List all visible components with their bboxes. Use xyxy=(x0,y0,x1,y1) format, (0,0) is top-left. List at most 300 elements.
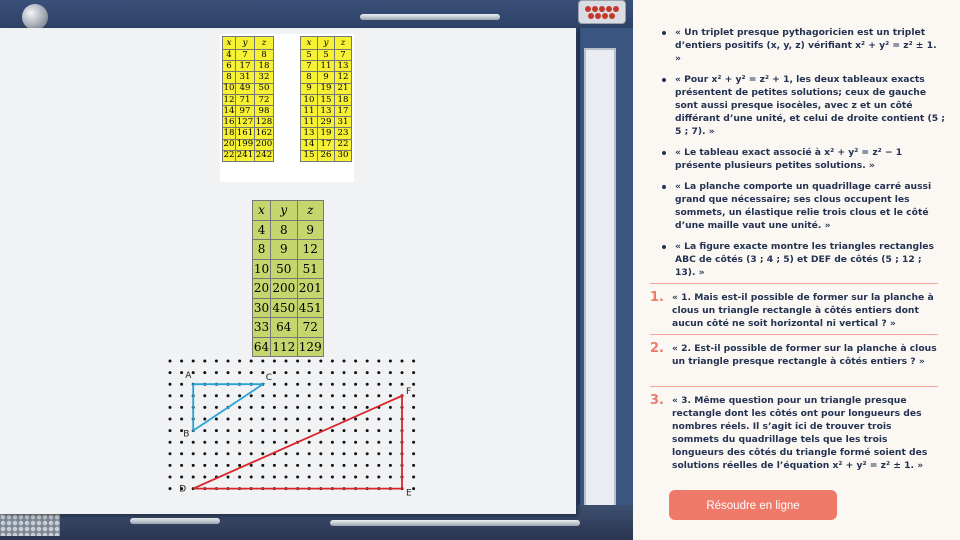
table-row xyxy=(301,117,352,128)
question-2 xyxy=(650,342,938,368)
table-row xyxy=(223,117,274,128)
table-cell: 8 xyxy=(255,50,274,61)
nail-dot xyxy=(250,464,253,467)
nail-dot xyxy=(331,371,334,374)
table-row xyxy=(223,128,274,139)
nail-dot xyxy=(296,464,299,467)
nail-dot xyxy=(377,464,380,467)
nail-dot xyxy=(308,441,311,444)
nail-dot xyxy=(366,394,369,397)
table-cell: 30 xyxy=(335,150,352,161)
nail-dot xyxy=(331,452,334,455)
nail-dot xyxy=(285,360,288,363)
nail-dot xyxy=(377,441,380,444)
nail-dot xyxy=(377,476,380,479)
table-cell: 16 xyxy=(223,116,235,127)
nail-dot xyxy=(169,360,172,363)
nail-dot xyxy=(169,383,172,386)
nail-board-figure xyxy=(160,357,420,497)
table-cell: 15 xyxy=(318,94,335,105)
table-cell: 10 xyxy=(223,83,235,94)
nail-dot xyxy=(273,476,276,479)
nail-dot xyxy=(250,418,253,421)
nail-dot xyxy=(319,441,322,444)
nail-dot xyxy=(389,452,392,455)
nail-dot xyxy=(308,394,311,397)
table-cell: 242 xyxy=(255,150,273,161)
nail-dot xyxy=(366,360,369,363)
nail-dot xyxy=(227,441,230,444)
table-cell: 12 xyxy=(297,240,324,260)
nail-dot xyxy=(389,383,392,386)
table-cell: 129 xyxy=(297,337,324,357)
table-cell: 71 xyxy=(236,94,255,105)
nail-dot xyxy=(296,418,299,421)
table-cell: 17 xyxy=(318,139,335,150)
bullet-list xyxy=(645,26,945,287)
nail-dot xyxy=(389,418,392,421)
nail-dot xyxy=(215,452,218,455)
table-cell: 12 xyxy=(223,94,235,105)
nail-dot xyxy=(203,476,206,479)
nail-dot xyxy=(273,464,276,467)
nail-dot xyxy=(296,406,299,409)
nail-dot xyxy=(215,418,218,421)
table-cell: 18 xyxy=(335,94,352,105)
nail-dot xyxy=(296,452,299,455)
nail-dot xyxy=(250,476,253,479)
nail-dot xyxy=(354,360,357,363)
nail-dot xyxy=(319,464,322,467)
nail-dot xyxy=(296,360,299,363)
table-cell: 33 xyxy=(253,318,271,338)
column-header: z xyxy=(335,37,352,50)
table-row xyxy=(301,61,352,72)
nail-dot xyxy=(203,441,206,444)
table-cell: 64 xyxy=(253,337,271,357)
nail-dot xyxy=(389,429,392,432)
table-cell: 127 xyxy=(236,116,254,127)
nail-dot xyxy=(319,452,322,455)
nail-dot xyxy=(331,441,334,444)
table-cell: 22 xyxy=(335,139,352,150)
nail-dot xyxy=(285,429,288,432)
nail-dot xyxy=(192,476,195,479)
table-row xyxy=(223,72,274,83)
vertex-label-c: C xyxy=(265,373,273,384)
nail-dot xyxy=(238,441,241,444)
table-cell: 5 xyxy=(318,50,335,61)
column-header: z xyxy=(255,37,274,50)
nail-dot xyxy=(296,429,299,432)
table-cell: 14 xyxy=(223,105,235,116)
nail-dot xyxy=(308,464,311,467)
table-cell: 9 xyxy=(301,83,318,94)
table-row xyxy=(253,220,324,240)
column-header: x xyxy=(301,37,318,50)
table-row xyxy=(301,72,352,83)
table-cell: 4 xyxy=(253,220,271,240)
nail-dot xyxy=(180,476,183,479)
nail-dot xyxy=(354,418,357,421)
nail-dot xyxy=(377,360,380,363)
nail-dot xyxy=(389,441,392,444)
table-cell: 51 xyxy=(297,259,324,279)
table-row xyxy=(301,105,352,116)
nail-dot xyxy=(169,406,172,409)
table-cell: 5 xyxy=(301,50,318,61)
table-cell: 97 xyxy=(236,105,255,116)
nail-dot xyxy=(203,429,206,432)
nail-dot xyxy=(192,464,195,467)
nail-dot xyxy=(412,418,415,421)
top-strip xyxy=(0,0,633,28)
nail-dot xyxy=(227,371,230,374)
table-row xyxy=(223,150,274,161)
nail-dot xyxy=(215,406,218,409)
table-cell: 72 xyxy=(297,318,324,338)
nail-dot xyxy=(354,441,357,444)
table-row xyxy=(223,105,274,116)
nail-dot xyxy=(377,371,380,374)
nail-dot xyxy=(366,452,369,455)
nail-dot xyxy=(389,394,392,397)
column-header: y xyxy=(271,201,297,221)
nail-dot xyxy=(319,371,322,374)
nail-dot xyxy=(343,418,346,421)
table-cell: 13 xyxy=(301,128,318,139)
table-cell: 23 xyxy=(335,128,352,139)
table-row xyxy=(253,337,324,357)
table-cell: 200 xyxy=(255,139,273,150)
table-cell: 128 xyxy=(255,116,273,127)
table-cell: 7 xyxy=(301,61,318,72)
nail-dot xyxy=(192,371,195,374)
nail-dot xyxy=(343,476,346,479)
nail-dot xyxy=(215,464,218,467)
nail-dot xyxy=(319,476,322,479)
nail-dot xyxy=(273,418,276,421)
nail-dot xyxy=(180,394,183,397)
side-rail xyxy=(578,28,633,518)
nail-dot xyxy=(319,406,322,409)
nail-dot xyxy=(169,476,172,479)
nail-dot xyxy=(354,394,357,397)
nail-dot xyxy=(261,360,264,363)
nail-dot xyxy=(215,441,218,444)
nail-dot xyxy=(389,464,392,467)
nail-dot xyxy=(169,429,172,432)
table-cell: 18 xyxy=(255,61,274,72)
nail-dot xyxy=(389,476,392,479)
nail-dot xyxy=(227,394,230,397)
table-cell: 22 xyxy=(223,150,235,161)
nail-dot xyxy=(366,371,369,374)
nail-dot xyxy=(319,394,322,397)
table-cell: 49 xyxy=(236,83,255,94)
nail-dot xyxy=(412,452,415,455)
question-text: « 2. Est-il possible de former sur la planche à clous un triangle presque rectangle à côtés entiers ? » xyxy=(672,343,937,367)
vertex-label-a: A xyxy=(185,371,192,382)
question-text: « 1. Mais est-il possible de former sur la planche à clous un triangle rectangle à côtés entiers dont aucun côté ne soit horizontal ni vertical ? » xyxy=(672,292,934,329)
table-cell: 98 xyxy=(255,105,274,116)
table-row xyxy=(253,259,324,279)
nail-dot xyxy=(250,406,253,409)
nail-dot xyxy=(169,452,172,455)
nail-dot xyxy=(192,360,195,363)
nail-dot xyxy=(169,371,172,374)
table-cell: 162 xyxy=(255,128,273,139)
nail-dot xyxy=(261,441,264,444)
table-row xyxy=(223,139,274,150)
nail-dot xyxy=(238,371,241,374)
nail-dot xyxy=(296,371,299,374)
nail-dot xyxy=(261,406,264,409)
table-bottom-green xyxy=(252,200,324,357)
nail-dot xyxy=(238,360,241,363)
nail-dot xyxy=(285,406,288,409)
column-header: z xyxy=(297,201,324,221)
nail-dot xyxy=(412,360,415,363)
nail-dot xyxy=(366,476,369,479)
nail-dot xyxy=(377,452,380,455)
nail-dot xyxy=(227,476,230,479)
nail-dot xyxy=(343,464,346,467)
table-row xyxy=(301,50,352,61)
nail-dot xyxy=(169,487,172,490)
table-row xyxy=(301,128,352,139)
nail-dot xyxy=(308,476,311,479)
nail-dot xyxy=(273,406,276,409)
nail-dot xyxy=(180,418,183,421)
table-cell: 199 xyxy=(236,139,254,150)
nail-dot xyxy=(192,452,195,455)
column-header: y xyxy=(236,37,255,50)
nail-dot xyxy=(285,371,288,374)
nail-dot xyxy=(285,418,288,421)
table-cell: 6 xyxy=(223,61,236,72)
nail-dot xyxy=(319,360,322,363)
nail-dot xyxy=(238,429,241,432)
bullet-item: « La figure exacte montre les triangles rectangles ABC de côtés (3 ; 4 ; 5) et DEF de côtés (5 ; 12 ; 13). » xyxy=(645,240,945,279)
nail-dot xyxy=(296,476,299,479)
bead-box xyxy=(578,0,626,24)
question-number: 2. xyxy=(650,341,664,356)
table-cell: 30 xyxy=(253,298,271,318)
nail-dot xyxy=(354,406,357,409)
nail-dot xyxy=(250,429,253,432)
nail-dot xyxy=(412,383,415,386)
table-cell: 7 xyxy=(335,50,352,61)
table-row xyxy=(223,94,274,105)
table-cell: 11 xyxy=(301,117,318,128)
table-cell: 20 xyxy=(253,279,271,299)
nail-dot xyxy=(366,418,369,421)
nail-dot xyxy=(169,394,172,397)
nail-dot xyxy=(169,418,172,421)
nail-dot xyxy=(238,464,241,467)
table-row xyxy=(253,298,324,318)
table-cell: 10 xyxy=(253,259,271,279)
nail-dot xyxy=(273,394,276,397)
table-cell: 26 xyxy=(318,150,335,161)
nail-dot xyxy=(169,464,172,467)
solve-online-button[interactable]: Résoudre en ligne xyxy=(669,490,837,520)
nail-dot xyxy=(215,360,218,363)
table-cell: 21 xyxy=(335,83,352,94)
nail-dot xyxy=(180,360,183,363)
table-cell: 17 xyxy=(335,105,352,116)
nail-dot xyxy=(261,429,264,432)
table-cell: 29 xyxy=(318,117,335,128)
nail-dot xyxy=(261,418,264,421)
nail-dot xyxy=(180,383,183,386)
bullet-item: « Un triplet presque pythagoricien est un triplet d’entiers positifs (x, y, z) vérifiant x² + y² = z² ± 1. » xyxy=(645,26,945,65)
nail-dot xyxy=(366,383,369,386)
nail-dot xyxy=(366,406,369,409)
table-row xyxy=(253,240,324,260)
table-row xyxy=(301,139,352,150)
nail-dot xyxy=(343,360,346,363)
table-cell: 9 xyxy=(271,240,297,260)
nail-dot xyxy=(331,476,334,479)
divider xyxy=(650,386,938,387)
nail-dot xyxy=(412,441,415,444)
nail-dot xyxy=(215,394,218,397)
nail-dot xyxy=(238,476,241,479)
nail-dot xyxy=(412,429,415,432)
instruction-panel xyxy=(633,0,960,540)
vertex-label-f: F xyxy=(406,386,412,397)
table-cell: 20 xyxy=(223,139,235,150)
nail-dot xyxy=(308,371,311,374)
nail-dot xyxy=(331,418,334,421)
nail-dot xyxy=(285,464,288,467)
nail-dot xyxy=(169,441,172,444)
table-cell: 12 xyxy=(335,72,352,83)
nail-dot xyxy=(354,429,357,432)
table-cell: 10 xyxy=(301,94,318,105)
nail-dot xyxy=(250,371,253,374)
nail-dot xyxy=(401,360,404,363)
nail-dot xyxy=(203,371,206,374)
nail-dot xyxy=(343,371,346,374)
nail-dot xyxy=(273,441,276,444)
nail-dot xyxy=(285,476,288,479)
table-cell: 8 xyxy=(301,72,318,83)
question-3 xyxy=(650,394,938,472)
table-cell: 72 xyxy=(255,94,274,105)
nail-dot xyxy=(331,360,334,363)
nail-dot xyxy=(203,418,206,421)
nail-dot xyxy=(308,418,311,421)
nail-dot xyxy=(273,429,276,432)
nail-dot xyxy=(412,371,415,374)
nail-dot xyxy=(331,429,334,432)
nail-dot xyxy=(227,418,230,421)
nail-dot xyxy=(343,429,346,432)
nail-dot xyxy=(331,383,334,386)
nail-dot xyxy=(250,452,253,455)
nail-dot xyxy=(285,383,288,386)
table-cell: 19 xyxy=(318,83,335,94)
table-row xyxy=(223,61,274,72)
vertex-label-e: E xyxy=(406,488,412,497)
table-cell: 7 xyxy=(236,50,255,61)
table-cell: 11 xyxy=(318,61,335,72)
table-cell: 451 xyxy=(297,298,324,318)
nail-dot xyxy=(285,394,288,397)
nail-dot xyxy=(331,464,334,467)
table-cell: 13 xyxy=(318,105,335,116)
table-cell: 201 xyxy=(297,279,324,299)
nail-dot xyxy=(389,371,392,374)
table-cell: 9 xyxy=(297,220,324,240)
table-cell: 8 xyxy=(271,220,297,240)
nail-dot xyxy=(273,371,276,374)
nail-dot xyxy=(377,383,380,386)
nail-dot xyxy=(180,371,183,374)
nail-dot xyxy=(261,476,264,479)
nail-dot xyxy=(377,418,380,421)
nail-dot xyxy=(343,406,346,409)
nail-dot xyxy=(343,394,346,397)
nail-dot xyxy=(296,383,299,386)
nail-dot xyxy=(331,394,334,397)
nail-dot xyxy=(308,383,311,386)
nail-dot xyxy=(343,441,346,444)
nail-dot xyxy=(227,429,230,432)
nail-dot xyxy=(354,371,357,374)
nail-dot xyxy=(308,429,311,432)
nail-dot xyxy=(180,441,183,444)
table-cell: 11 xyxy=(301,105,318,116)
question-number: 3. xyxy=(650,393,664,408)
bullet-item: « Le tableau exact associé à x² + y² = z² − 1 présente plusieurs petites solutions. » xyxy=(645,146,945,172)
nail-dot xyxy=(366,429,369,432)
bullet-item: « La planche comporte un quadrillage carré aussi grand que nécessaire; ses clous occupent les sommets, un élastique relie trois clous et le côté d’une maille vaut une unité. » xyxy=(645,180,945,232)
table-cell: 9 xyxy=(318,72,335,83)
nail-dot xyxy=(377,394,380,397)
table-cell: 18 xyxy=(223,128,235,139)
nail-dot xyxy=(238,452,241,455)
table-row xyxy=(301,94,352,105)
nail-dot xyxy=(203,464,206,467)
column-header: y xyxy=(318,37,335,50)
table-cell: 50 xyxy=(271,259,297,279)
divider xyxy=(650,334,938,335)
nail-dot xyxy=(389,360,392,363)
metal-rod xyxy=(360,14,500,20)
table-cell: 31 xyxy=(236,72,255,83)
nail-dot xyxy=(354,464,357,467)
nail-dot xyxy=(227,360,230,363)
table-cell: 8 xyxy=(253,240,271,260)
table-cell: 31 xyxy=(335,117,352,128)
nail-dot xyxy=(180,464,183,467)
nail-dot xyxy=(354,452,357,455)
column-header: x xyxy=(253,201,271,221)
nail-dot xyxy=(285,441,288,444)
nail-dot xyxy=(412,464,415,467)
nail-dot xyxy=(285,452,288,455)
column-header: x xyxy=(223,37,236,50)
table-row xyxy=(253,279,324,299)
nail-dot xyxy=(401,383,404,386)
vertex-label-d: D xyxy=(179,484,187,495)
divider xyxy=(650,283,938,284)
table-cell: 15 xyxy=(301,150,318,161)
